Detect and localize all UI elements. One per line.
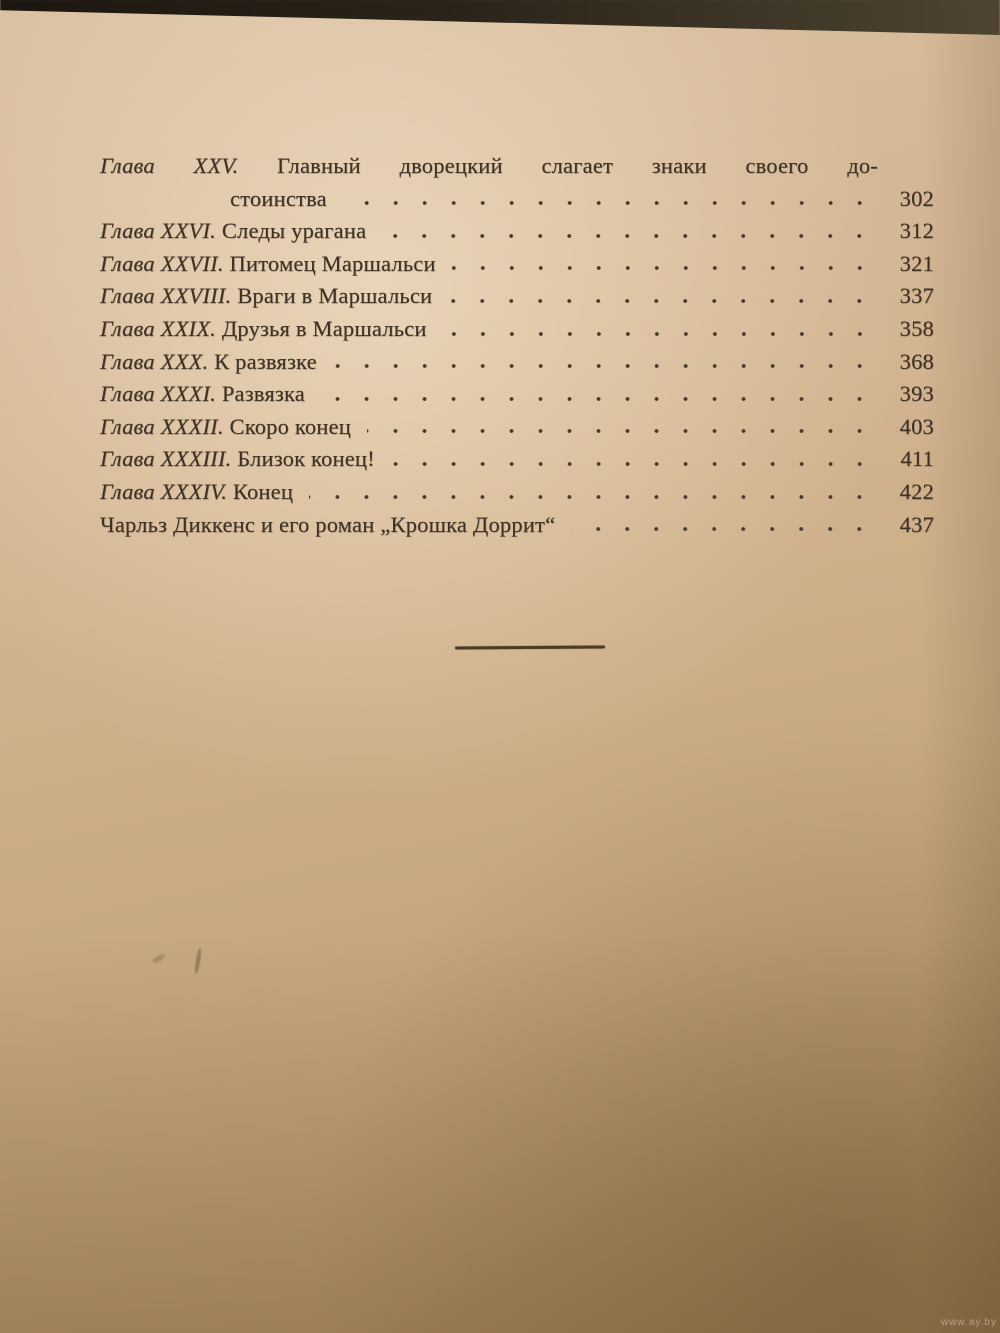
dot-leader	[382, 233, 874, 239]
page-number: 337	[899, 283, 934, 309]
entry-text	[100, 476, 293, 509]
page-number: 403	[899, 413, 934, 439]
dot-leader	[443, 331, 874, 337]
chapter-title: Враги в Маршальси	[237, 283, 433, 309]
chapter-label: Глава XXVII.	[100, 250, 224, 276]
page-number: 422	[899, 478, 934, 504]
toc-entry	[100, 313, 934, 346]
watermark: www.ay.by	[940, 1317, 997, 1328]
chapter-label: Глава XXXI.	[100, 381, 216, 407]
paper-scratch	[194, 948, 202, 974]
dot-leader	[391, 461, 874, 467]
essay-title: Чарльз Диккенс и его роман „Крошка Доррит“	[100, 511, 556, 537]
page-number: 302	[899, 185, 934, 211]
chapter-label: Глава XXIX.	[100, 315, 216, 341]
entry-text	[100, 280, 432, 313]
entry-text	[100, 248, 436, 281]
chapter-label: Глава XXVI.	[100, 218, 216, 244]
page-number: 437	[899, 511, 934, 537]
toc-entry	[100, 411, 934, 444]
chapter-label: Глава XXXII.	[100, 413, 224, 439]
section-divider	[455, 645, 605, 649]
chapter-title: Конец	[232, 478, 294, 504]
table-of-contents	[100, 150, 934, 541]
entry-text	[100, 378, 305, 411]
page-number: 411	[900, 446, 934, 472]
page-number: 312	[899, 218, 934, 244]
chapter-title: Скоро конец	[229, 413, 351, 439]
page-number: 393	[899, 381, 934, 407]
toc-entry	[100, 248, 934, 281]
dot-leader	[309, 494, 874, 500]
toc-entry	[100, 215, 934, 248]
chapter-label: Глава XXXIII.	[100, 446, 232, 472]
page-number: 358	[899, 315, 934, 341]
toc-entry	[100, 280, 934, 313]
dot-leader	[333, 363, 874, 369]
entry-text	[100, 443, 375, 476]
chapter-title: Друзья в Маршальси	[221, 315, 427, 341]
toc-entry	[100, 476, 934, 509]
page-number: 368	[899, 348, 934, 374]
dot-leader	[343, 200, 874, 206]
chapter-title: Главный дворецкий слагает знаки своего до-	[277, 153, 878, 178]
dot-leader	[452, 265, 874, 271]
toc-entry	[100, 378, 934, 411]
entry-text	[100, 346, 317, 379]
dot-leader	[321, 396, 874, 402]
toc-entry	[100, 346, 934, 379]
toc-entry-line-2	[100, 183, 934, 216]
chapter-title: Развязка	[221, 381, 305, 407]
entry-text	[100, 509, 555, 542]
entry-text	[100, 215, 366, 248]
chapter-label: Глава XXV.	[100, 153, 239, 178]
paper-smudge	[152, 953, 167, 964]
chapter-title: Следы урагана	[221, 218, 367, 244]
chapter-label: Глава XXX.	[100, 348, 209, 374]
chapter-label: Глава XXVIII.	[100, 283, 232, 309]
chapter-title: К развязке	[214, 348, 317, 374]
chapter-title-continuation: стоинства	[230, 185, 327, 211]
entry-text	[100, 313, 427, 346]
chapter-title: Питомец Маршальси	[229, 250, 436, 276]
toc-entry	[100, 443, 934, 476]
toc-entry-line-1	[100, 150, 878, 183]
page-number: 321	[899, 250, 934, 276]
dot-leader	[367, 428, 874, 434]
toc-entry	[100, 150, 934, 215]
toc-entry-essay	[100, 509, 934, 542]
chapter-label: Глава XXXIV.	[100, 478, 228, 504]
dot-leader	[448, 298, 874, 304]
page-top-edge-shadow	[0, 0, 1000, 39]
entry-text	[100, 411, 351, 444]
dot-leader	[571, 526, 874, 532]
chapter-title: Близок конец!	[237, 446, 375, 472]
